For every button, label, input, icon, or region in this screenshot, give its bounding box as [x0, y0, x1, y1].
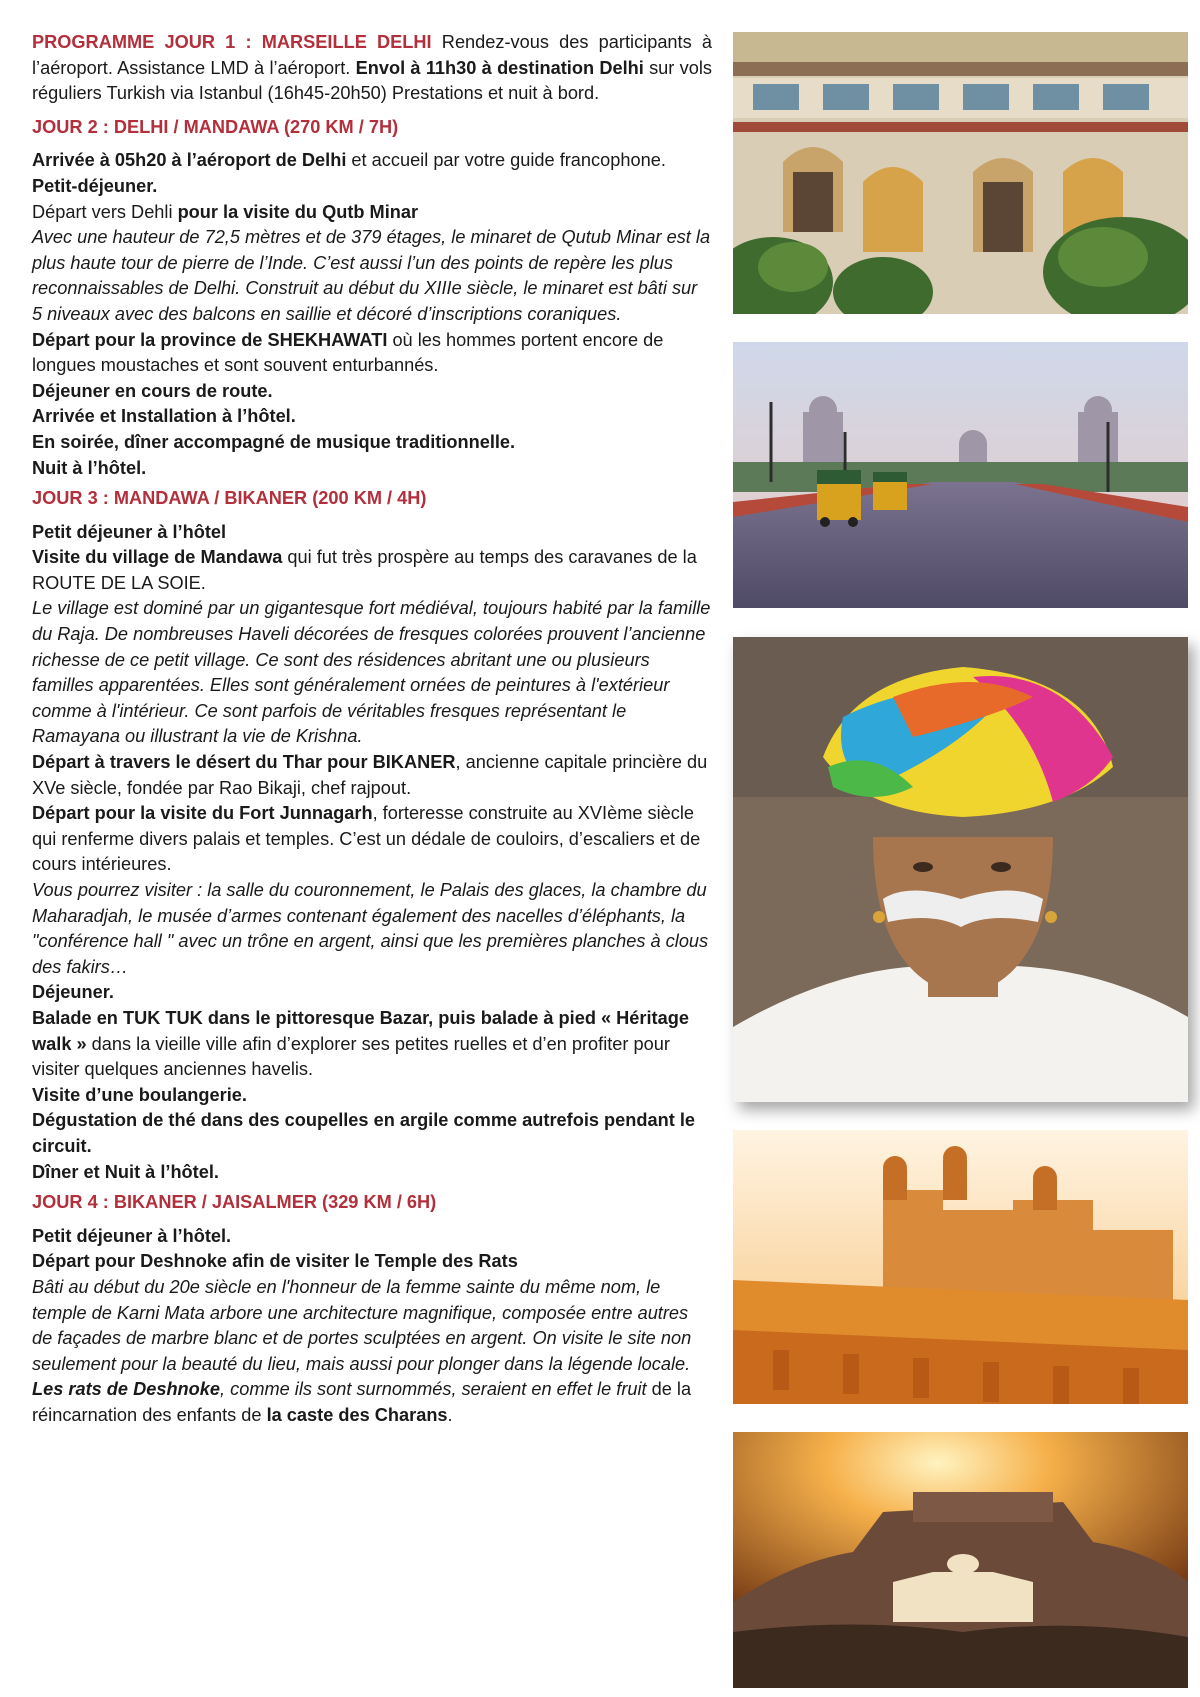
day4-breakfast: Petit déjeuner à l’hôtel.	[32, 1225, 232, 1246]
junagarh-fort-photo	[733, 1130, 1188, 1404]
day2-heading: JOUR 2 : DELHI / MANDAWA (270 KM / 7H)	[32, 116, 399, 137]
day2-hotel-arrival: Arrivée et Installation à l’hôtel.	[32, 406, 296, 427]
day2-night: Nuit à l’hôtel.	[32, 457, 147, 478]
day3-lunch: Déjeuner.	[32, 982, 114, 1003]
day2-departure: Départ vers Dehli pour la visite du Qutb Minar	[32, 201, 419, 222]
day3-bakery: Visite d’une boulangerie.	[32, 1084, 247, 1105]
day3-village-description: Le village est dominé par un gigantesque fort médiéval, toujours habité par la famille du Raja. De nombreuses Haveli décorées de fresques colorées prouvent l’ancienne richesse de ce petit village. Ce sont des résidences abritant une ou plusieurs familles apparentées. Elles sont généralement ornées de peintures à l'extérieur comme à l'intérieur. Ce sont parfois de véritables fresques représentant le Ramayana ou illustrant la vie de Krishna.	[32, 598, 711, 747]
day3-dinner: Dîner et Nuit à l’hôtel.	[32, 1161, 219, 1182]
day1-paragraph: PROGRAMME JOUR 1 : MARSEILLE DELHI Rendez-vous des participants à l’aéroport. Assistance LMD à l’aéroport. Envol à 11h30 à destination Delhi sur vols réguliers Turkish via Istanbul (16h45-20h50) Prestations et nuit à bord.	[32, 32, 713, 104]
mehrangarh-sunset-photo	[733, 1432, 1188, 1688]
day3-mandawa-visit: Visite du village de Mandawa qui fut très prospère au temps des caravanes de la ROUTE DE LA SOIE.	[32, 547, 697, 593]
day2-lunch: Déjeuner en cours de route.	[32, 380, 273, 401]
rajasthani-man-photo	[733, 637, 1188, 1102]
day4-deshnoke: Départ pour Deshnoke afin de visiter le Temple des Rats	[32, 1251, 518, 1272]
delhi-avenue-photo	[733, 342, 1188, 608]
day2-arrival: Arrivée à 05h20 à l’aéroport de Delhi et accueil par votre guide francophone.	[32, 150, 666, 171]
day4-temple-description: Bâti au début du 20e siècle en l'honneur de la femme sainte du même nom, le temple de Karni Mata arbore une architecture magnifique, composée entre autres de façades de marbre blanc et de portes sculptées en argent. On visite le site non seulement pour la beauté du lieu, mais aussi pour plonger dans la légende locale. Les rats de Deshnoke, comme ils sont surnommés, seraient en effet le fruit de la réincarnation des enfants de la caste des Charans.	[32, 1276, 692, 1425]
haveli-photo	[733, 32, 1188, 314]
day1-heading: PROGRAMME JOUR 1 : MARSEILLE DELHI	[32, 32, 432, 52]
day3-heading: JOUR 3 : MANDAWA / BIKANER (200 KM / 4H)	[32, 488, 427, 509]
day2-evening: En soirée, dîner accompagné de musique traditionnelle.	[32, 431, 516, 452]
day2-shekhawati: Départ pour la province de SHEKHAWATI où les hommes portent encore de longues moustaches et sont souvent enturbannés.	[32, 329, 664, 376]
day4-heading: JOUR 4 : BIKANER / JAISALMER (329 KM / 6H)	[32, 1192, 437, 1213]
day3-tuktuk: Balade en TUK TUK dans le pittoresque Bazar, puis balade à pied « Héritage walk » dans la vieille ville afin d’explorer ses petites ruelles et d’en profiter pour visiter quelques anciennes havelis.	[32, 1007, 689, 1080]
day3-thar: Départ à travers le désert du Thar pour BIKANER, ancienne capitale princière du XVe siècle, fondée par Rao Bikaji, chef rajpout.	[32, 752, 708, 798]
day2-qutb-description: Avec une hauteur de 72,5 mètres et de 379 étages, le minaret de Qutub Minar est la plus haute tour de pierre de l’Inde. C’est aussi l’un des points de repère les plus reconnaissables de Delhi. Construit au début du XIIIe siècle, le minaret est bâti sur 5 niveaux avec des balcons en saillie et décoré d’inscriptions coraniques.	[32, 227, 711, 324]
itinerary-text	[32, 30, 712, 1428]
day3-breakfast: Petit déjeuner à l’hôtel	[32, 521, 227, 542]
day3-tea: Dégustation de thé dans des coupelles en argile comme autrefois pendant le circuit.	[32, 1110, 695, 1156]
day3-fort-description: Vous pourrez visiter : la salle du couronnement, le Palais des glaces, la chambre du Maharadjah, le musée d’armes contenant également des nacelles d’éléphants, la "conférence hall " avec un trône en argent, ainsi que les premières planches à clous des fakirs…	[32, 880, 709, 977]
day2-breakfast: Petit-déjeuner.	[32, 175, 158, 196]
day3-fort: Départ pour la visite du Fort Junnagarh, forteresse construite au XVIème siècle qui renferme divers palais et temples. C’est un dédale de couloirs, d’escaliers et de cours intérieures.	[32, 803, 701, 875]
